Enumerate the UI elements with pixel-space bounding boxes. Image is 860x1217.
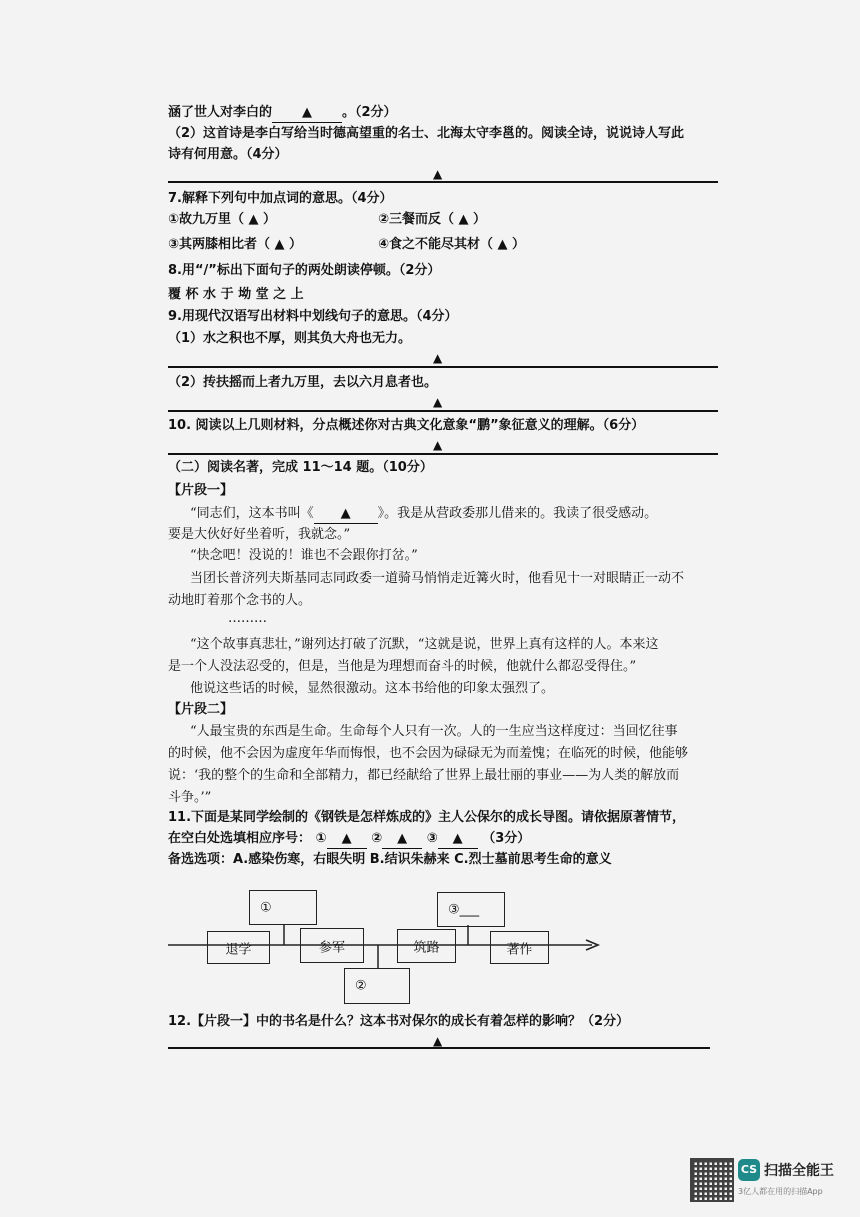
q11-slot-3-label: ③ <box>426 831 438 846</box>
fragment1-label: 【片段一】 <box>168 483 234 498</box>
answer-marker-icon: ▲ <box>340 506 351 521</box>
scanner-logo-icon: CS <box>738 1159 760 1181</box>
q8-sentence: 覆 杯 水 于 坳 堂 之 上 <box>168 287 304 302</box>
answer-marker-icon: ▲ <box>433 395 443 409</box>
frag1-para3a: 当团长普济列夫斯基同志同政委一道骑马悄悄走近篝火时，他看见十一对眼睛正一动不 <box>190 571 685 586</box>
answer-marker-icon: ▲ <box>452 831 463 846</box>
slot-2-label: ② <box>355 978 367 994</box>
q6-line1-score: 。（2分） <box>342 105 397 120</box>
frag1-para1-text: “同志们，这本书叫《 <box>190 506 314 521</box>
diagram-box-dropout <box>207 931 270 964</box>
frag1-para1-text-cont: 》。我是从营政委那儿借来的。我读了很受感动。 <box>377 506 658 521</box>
q9-sentence-1: （1）水之积也不厚，则其负大舟也无力。 <box>168 331 412 346</box>
q10-title: 10. 阅读以上几则材料，分点概述你对古典文化意象“鹏”象征意义的理解。（6分） <box>168 418 645 433</box>
answer-marker-icon: ▲ <box>302 105 313 120</box>
frag2-line-a: “人最宝贵的东西是生命。生命每个人只有一次。人的一生应当这样度过：当回忆往事 <box>190 724 678 739</box>
q11-options: 备选选项：A.感染伤寒，右眼失明 B.结识朱赫来 C.烈士墓前思考生命的意义 <box>168 852 612 867</box>
q6-line3: 诗有何用意。（4分） <box>168 147 288 162</box>
fragment2-label: 【片段二】 <box>168 702 234 717</box>
q11-line1: 11.下面是某同学绘制的《钢铁是怎样炼成的》主人公保尔的成长导图。请依据原著情节， <box>168 810 686 825</box>
frag2-line-c: 说：‘我的整个的生命和全部精力，都已经献给了世界上最壮丽的事业——为人类的解放而 <box>168 768 680 783</box>
q11-line2-text: 在空白处选填相应序号： <box>168 831 312 846</box>
box-label: 著作 <box>506 942 533 957</box>
qr-code-icon <box>690 1158 734 1202</box>
frag1-para4b: 是一个人没法忍受的，但是，当他是为理想而奋斗的时候，他就什么都忍受得住。” <box>168 659 637 674</box>
q9-title: 9.用现代汉语写出材料中划线句子的意思。（4分） <box>168 309 458 324</box>
q11-slot-1-label: ① <box>315 831 327 846</box>
q7-item-4: ④食之不能尽其材（ ▲ ） <box>378 237 526 252</box>
diagram-slot-1 <box>249 890 317 925</box>
q12-title: 12.【片段一】中的书名是什么？这本书对保尔的成长有着怎样的影响？（2分） <box>168 1014 630 1029</box>
frag1-para2: “快念吧！没说的！谁也不会跟你打岔。” <box>190 548 418 563</box>
q6-line2: （2）这首诗是李白写给当时德高望重的名士、北海太守李邕的。阅读全诗，说说诗人写此 <box>168 126 685 141</box>
answer-marker-icon: ▲ <box>433 1034 443 1048</box>
box-label: 退学 <box>225 942 252 957</box>
diagram-box-railway <box>397 929 456 963</box>
frag1-ellipsis: ……… <box>228 611 267 626</box>
q11-score: （3分） <box>482 831 531 846</box>
q7-item-3: ③其两膝相比者（ ▲ ） <box>168 237 303 252</box>
box-label: 筑路 <box>413 940 440 956</box>
frag1-para5: 他说这些话的时候，显然很激动。这本书给他的印象太强烈了。 <box>190 681 555 696</box>
q7-title: 7.解释下列句中加点词的意思。（4分） <box>168 191 393 206</box>
answer-marker-icon: ▲ <box>433 167 443 181</box>
q9-sentence-2: （2）抟扶摇而上者九万里，去以六月息者也。 <box>168 375 438 390</box>
q7-item-1: ①故九万里（ ▲ ） <box>168 212 277 227</box>
answer-marker-icon: ▲ <box>397 831 408 846</box>
section2-title: （二）阅读名著，完成 11～14 题。（10分） <box>168 460 433 475</box>
slot-3-label: ③___ <box>448 902 480 917</box>
frag1-para1-cont: 要是大伙好好坐着听，我就念。” <box>168 527 351 542</box>
diagram-box-writing <box>490 931 549 964</box>
diagram-slot-2 <box>344 968 410 1004</box>
frag2-line-b: 的时候，他不会因为虚度年华而悔恨，也不会因为碌碌无为而羞愧；在临死的时候，他能够 <box>168 746 689 761</box>
q11-slot-2-label: ② <box>371 831 383 846</box>
answer-marker-icon: ▲ <box>433 438 443 452</box>
diagram-box-army <box>300 928 364 963</box>
slot-1-label: ① <box>260 900 272 915</box>
answer-marker-icon: ▲ <box>433 351 443 365</box>
frag1-para4a: “这个故事真悲壮，”谢列达打破了沉默，“这就是说，世界上真有这样的人。本来这 <box>190 637 659 652</box>
frag2-line-d: 斗争。’” <box>168 790 212 805</box>
q6-line1-text: 涵了世人对李白的 <box>168 105 273 120</box>
frag1-para3b: 动地盯着那个念书的人。 <box>168 593 312 608</box>
answer-marker-icon: ▲ <box>341 831 352 846</box>
q7-item-2: ②三餐而反（ ▲ ） <box>378 212 487 227</box>
scanner-app-name: 扫描全能王 <box>764 1163 834 1179</box>
diagram-slot-3 <box>437 892 505 927</box>
q8-title: 8.用“/”标出下面句子的两处朗读停顿。（2分） <box>168 263 441 278</box>
box-label: 参军 <box>318 940 345 955</box>
scanner-tagline: 3亿人都在用的扫描App <box>738 1187 823 1196</box>
answer-line <box>168 1047 710 1049</box>
